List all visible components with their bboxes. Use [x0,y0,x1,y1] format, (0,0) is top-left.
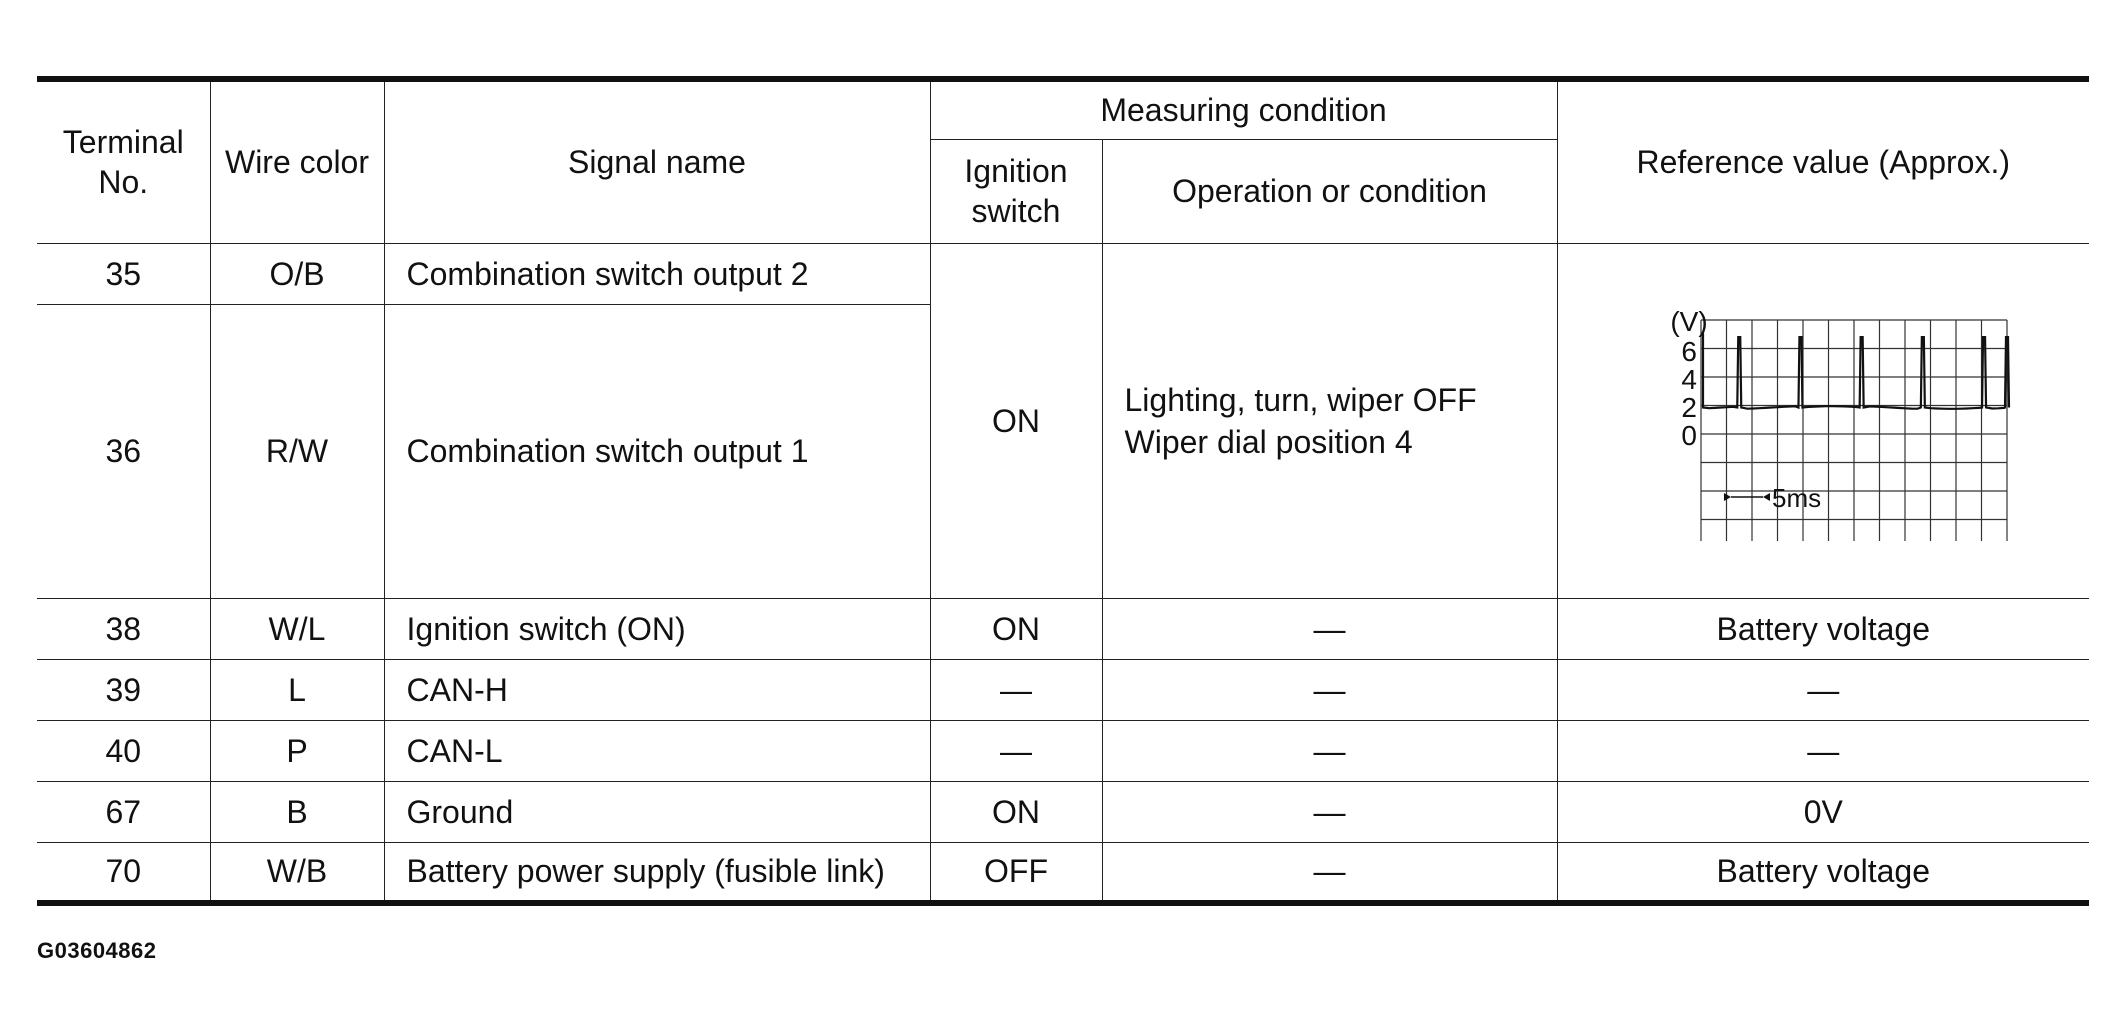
terminal-cell: 35 [37,243,210,304]
waveform-trace [1703,331,2009,408]
terminal-cell: 36 [37,304,210,598]
reference-value-cell: 0V [1557,781,2089,842]
terminal-reference-table-wrap [37,76,2089,906]
wire-color-cell: W/B [210,842,384,903]
reference-waveform-cell [1557,243,2089,598]
wire-color-cell: R/W [210,304,384,598]
ignition-switch-cell: ON [930,243,1102,598]
wire-color-cell: O/B [210,243,384,304]
y-tick-label: 4 [1681,363,1698,395]
reference-value-cell: Battery voltage [1557,842,2089,903]
signal-name-cell: Combination switch output 1 [384,304,930,598]
condition-line: Lighting, turn, wiper OFF [1124,381,1477,418]
table-row [37,781,2089,842]
header-reference-value: Reference value (Approx.) [1557,79,2089,243]
ignition-switch-cell: OFF [930,842,1102,903]
y-tick-label: 6 [1681,335,1698,367]
signal-name-cell: Ignition switch (ON) [384,598,930,659]
ignition-switch-cell: ON [930,598,1102,659]
condition-line: Wiper dial position 4 [1124,423,1413,460]
wire-color-cell: W/L [210,598,384,659]
signal-name-cell: Combination switch output 2 [384,243,930,304]
figure-id-caption: G03604862 [37,938,157,963]
table-row [37,720,2089,781]
y-tick-label: 0 [1681,419,1698,451]
table-row [37,842,2089,903]
operation-condition-cell: — [1102,598,1557,659]
terminal-cell: 38 [37,598,210,659]
signal-name-cell: CAN-H [384,659,930,720]
terminal-cell: 70 [37,842,210,903]
header-measuring-condition: Measuring condition [930,79,1557,139]
terminal-cell: 39 [37,659,210,720]
wire-color-cell: P [210,720,384,781]
time-division-label: 5ms [1772,482,1822,513]
header-ignition-switch: Ignition switch [930,139,1102,243]
header-wire-color: Wire color [210,79,384,243]
ignition-switch-cell: — [930,720,1102,781]
ignition-switch-cell: — [930,659,1102,720]
wire-color-cell: B [210,781,384,842]
terminal-cell: 40 [37,720,210,781]
operation-condition-cell: — [1102,842,1557,903]
operation-condition-cell: — [1102,720,1557,781]
header-terminal-no: Terminal No. [37,79,210,243]
operation-condition-cell [1102,243,1557,598]
voltage-unit-label: (V) [1670,305,1708,337]
time-span-arrow [1724,493,1770,501]
reference-value-cell: — [1557,720,2089,781]
reference-value-cell: Battery voltage [1557,598,2089,659]
y-tick-label: 2 [1681,391,1698,423]
terminal-reference-table [37,76,2089,906]
signal-name-cell: CAN-L [384,720,930,781]
terminal-cell: 67 [37,781,210,842]
waveform-diagram [1633,301,2013,541]
signal-name-cell: Battery power supply (fusible link) [384,842,930,903]
wire-color-cell: L [210,659,384,720]
table-row [37,659,2089,720]
ignition-switch-cell: ON [930,781,1102,842]
header-signal-name: Signal name [384,79,930,243]
reference-value-cell: — [1557,659,2089,720]
signal-name-cell: Ground [384,781,930,842]
operation-condition-cell: — [1102,781,1557,842]
table-row [37,598,2089,659]
operation-condition-cell: — [1102,659,1557,720]
table-row [37,243,2089,304]
header-operation-or-condition: Operation or condition [1102,139,1557,243]
scope-grid [1701,320,2007,541]
